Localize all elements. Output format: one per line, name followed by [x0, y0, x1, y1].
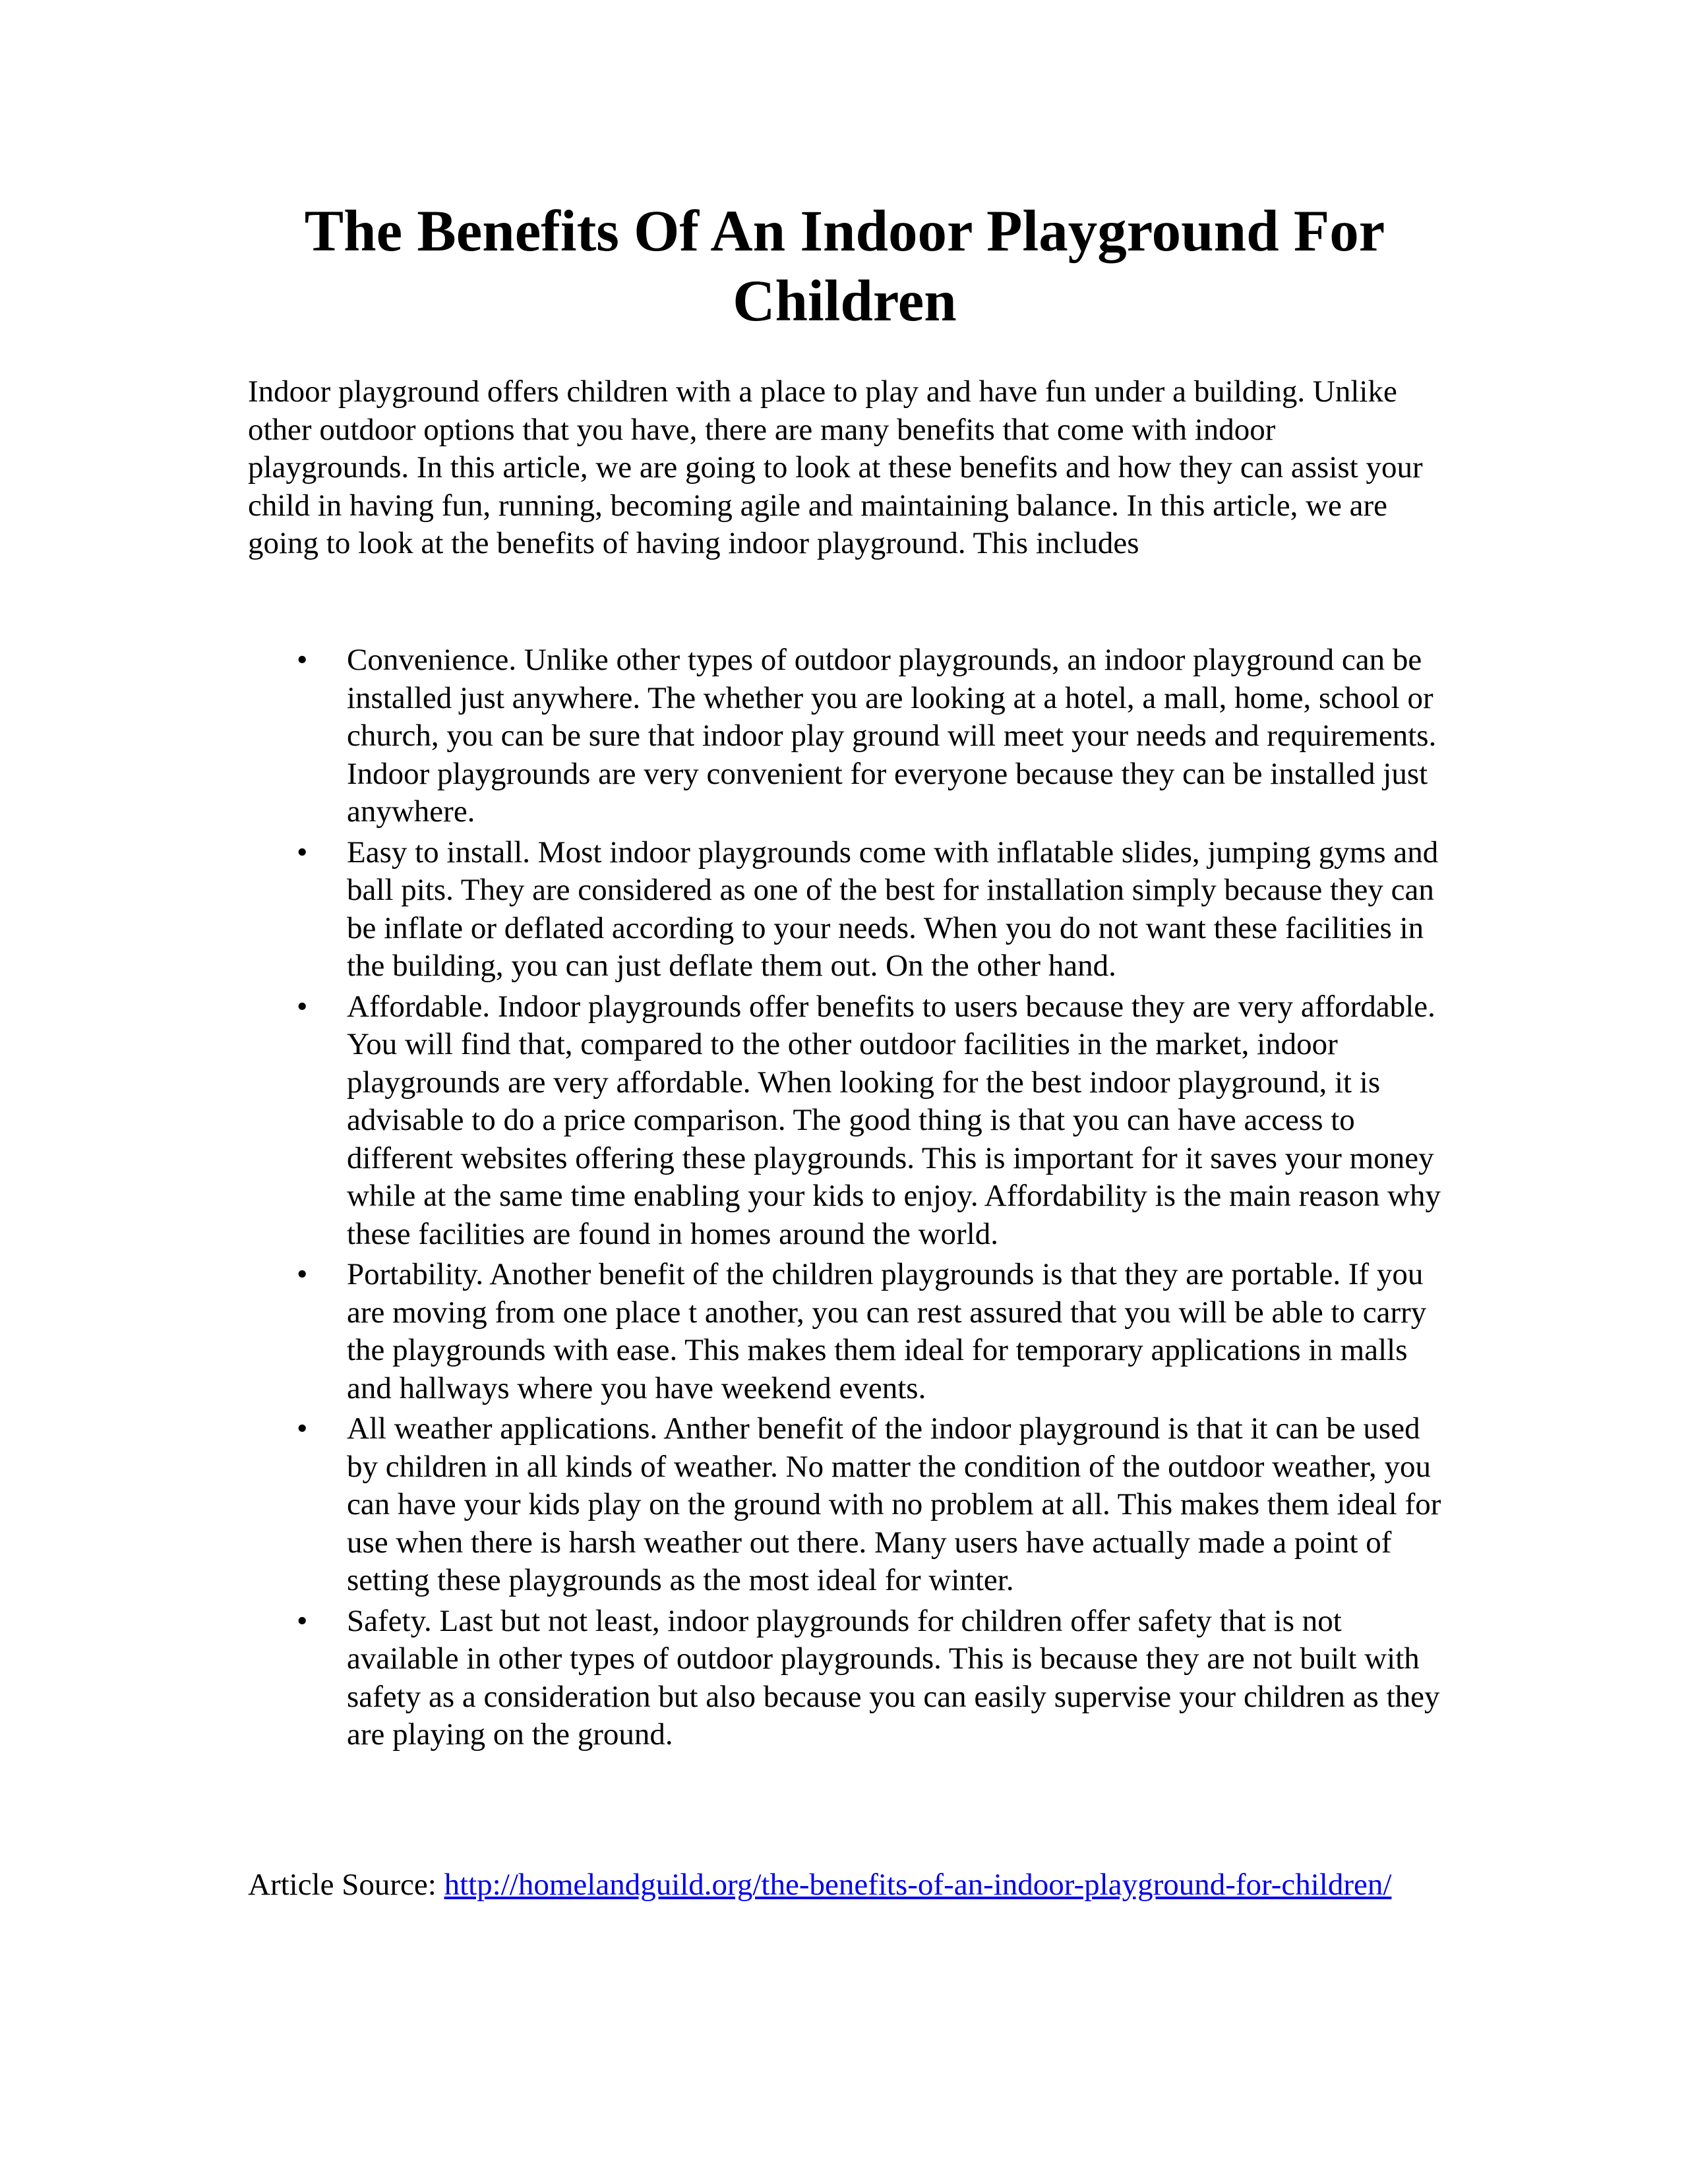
benefit-item-easy-to-install [248, 834, 1441, 986]
bullet-icon: • [297, 1411, 308, 1446]
article-source-label: Article Source: [248, 1868, 444, 1902]
benefit-text: Portability. Another benefit of the children playgrounds is that they are portable. If you are moving from one place t another, you can rest assured that you will be able to carry the playgrounds with ease. This makes them ideal for temporary applications in malls and hallways where you have weekend events. [347, 1257, 1427, 1405]
benefit-text: All weather applications. Anther benefit of the indoor playground is that it can be used by children in all kinds of weather. No matter the condition of the outdoor weather, you can have your kids play on the ground with no problem at all. This makes them ideal for use when there is harsh weather out there. Many users have actually made a point of setting these playgrounds as the most ideal for winter. [347, 1411, 1441, 1597]
benefit-item-convenience [248, 641, 1441, 831]
bullet-icon: • [297, 1603, 308, 1638]
benefit-item-safety [248, 1603, 1441, 1754]
benefit-text: Safety. Last but not least, indoor playgrounds for children offer safety that is not available in other types of outdoor playgrounds. This is because they are not built with safety as a consideration but also because you can easily supervise your children as they are playing on the ground. [347, 1603, 1440, 1752]
benefits-list [248, 641, 1441, 1757]
benefit-text: Easy to install. Most indoor playgrounds come with inflatable slides, jumping gyms and ball pits. They are considered as one of the best for installation simply because they can be inflate or deflated according to your needs. When you do not want these facilities in the building, you can just deflate them out. On the other hand. [347, 835, 1439, 983]
bullet-icon: • [297, 835, 308, 870]
benefit-text: Convenience. Unlike other types of outdoor playgrounds, an indoor playground can be installed just anywhere. The whether you are looking at a hotel, a mall, home, school or church, you can be sure that indoor play ground will meet your needs and requirements. Indoor playgrounds are very convenient for everyone because they can be installed just anywhere. [347, 643, 1437, 829]
intro-paragraph: Indoor playground offers children with a place to play and have fun under a building. Unlike other outdoor options that you have, there are many benefits that come with indoor playgrounds. In this article, we are going to look at these benefits and how they can assist your child in having fun, running, becoming agile and maintaining balance. In this article, we are going to look at the benefits of having indoor playground. This includes [248, 374, 1423, 560]
bullet-icon: • [297, 989, 308, 1024]
article-source [248, 1866, 1441, 1904]
article-source-link[interactable]: http://homelandguild.org/the-benefits-of-an-indoor-playground-for-children/ [444, 1868, 1392, 1902]
document-title: The Benefits Of An Indoor Playground For Children [304, 199, 1385, 334]
benefit-item-portability [248, 1256, 1441, 1407]
benefit-text: Affordable. Indoor playgrounds offer benefits to users because they are very affordable. You will find that, compared to the other outdoor facilities in the market, indoor playgrounds are very affordable. When looking for the best indoor playground, it is advisable to do a price comparison. The good thing is that you can have access to different websites offering these playgrounds. This is important for it saves your money while at the same time enabling your kids to enjoy. Affordability is the main reason why these facilities are found in homes around the world. [347, 989, 1441, 1251]
benefit-item-all-weather [248, 1410, 1441, 1600]
bullet-icon: • [297, 643, 308, 677]
bullet-icon: • [297, 1257, 308, 1291]
benefit-item-affordable [248, 988, 1441, 1254]
